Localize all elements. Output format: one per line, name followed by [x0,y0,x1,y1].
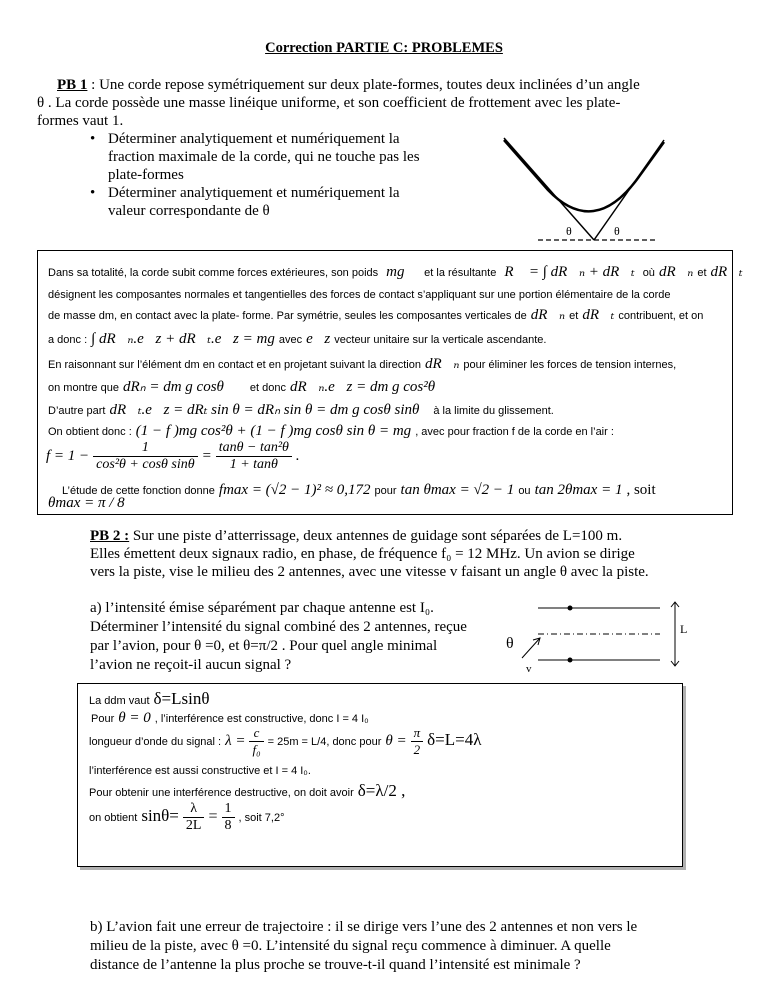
pb2-intro-line2: Elles émettent deux signaux radio, en phase, de fréquence f₀ = 12 MHz. Un avion se dirige [90,546,635,562]
rope-figure [496,128,671,248]
antenna-2 [568,658,573,663]
pb2-intro-line3: vers la piste, vise le milieu des 2 antennes, avec une vitesse v faisant un angle θ avec la piste. [90,564,649,580]
fraction-c-f0: $\frac{c}{\text{f₀}}$ [249,725,263,758]
sol-line-1: Dans sa totalité, la corde subit comme forces extérieures, son poids mg⃗ et la résultante R⃗ = ∫ dR⃗ₙ + dR⃗ₜ où dR⃗ₙ et dR⃗ₜ [48,264,743,280]
v-label: v [526,663,532,675]
fraction-lambda-2L: $\frac{\lambda}{2L}$ [183,801,205,834]
fraction-pi-2: $\frac{\pi}{2}$ [411,725,424,758]
fraction-1-8: $\frac{1}{8}$ [222,801,235,834]
sol-line-7: D’autre part dR⃗ₜ.e⃗z = dRₜ sin θ = dRₙ sin θ = dm g cosθ sinθ à la limite du glissement. [48,402,554,418]
theta-right: θ [614,224,620,238]
sa-line-2: Pour θ = 0 , l’interférence est constructive, donc I = 4 I₀ [91,710,369,726]
pb1-bullets [88,130,468,220]
pb2-intro-line1: PB 2 : Sur une piste d’atterrissage, deux antennes de guidage sont séparées de L=100 m. [90,528,623,544]
theta-left: θ [566,224,572,238]
rope [504,140,664,211]
L-label: L [680,622,688,636]
pb1-bullet-2: • Déterminer analytiquement et numériquement la valeur correspondante de θ [88,184,468,220]
sol-line-5: En raisonnant sur l’élément dm en contact et en projetant suivant la direction dR⃗ₙ pour éliminer les forces de tension internes, [48,356,677,372]
fraction-1: $\frac{1}{\text{cos²θ + cosθ sinθ}}$ [93,440,197,473]
sol-formula-f: f = 1 − $\frac{1}{\text{cos²θ + cosθ sinθ}}$ = $\frac{\text{tanθ − tan²θ}}{1 + \tan\theta}$ . [46,440,300,472]
pb1-bullet-1: • Déterminer analytiquement et numériquement la fraction maximale de la corde, qui ne touche pas les plate-formes [88,130,468,184]
runway-figure [500,596,700,676]
sol-line-10: L’étude de cette fonction donne fmax = (√2 − 1)² ≈ 0,172 pour tan θmax = √2 − 1 ou tan 2θmax = 1 , soit [62,482,656,498]
pb2-question-b: b) L’avion fait une erreur de trajectoire : il se dirige vers l’une des 2 antennes et non vers le milieu de la piste, avec θ =0. L’intensité du signal reçu commence à diminuer. A quelle distance de l’antenne la plus proche se trouve-t-il quand l’intensité est minimale ? [90,919,638,973]
pb1-intro-line2: θ . La corde possède une masse linéique uniforme, et son coefficient de frottement avec les plate- [37,95,621,111]
antenna-1 [568,606,573,611]
sa-line-3: longueur d’onde du signal : λ = $\frac{c}{\text{f₀}}$ = 25m = L/4, donc pour θ = $\frac{\pi}{2}$ δ=L=4λ [89,725,482,757]
sa-line-1: La ddm vaut δ=Lsinθ [89,689,210,708]
pb2-question-a: a) l’intensité émise séparément par chaque antenne est I₀. Déterminer l’intensité du signal combiné des 2 antennes, reçue par l’avion, pour θ =0, et θ=π/2 . Pour quel angle minimal l’avion ne reçoit-il aucun signal ? [90,600,467,673]
pb1-intro-line1: : Une corde repose symétriquement sur deux plate-formes, toutes deux inclinées d’un angle [87,77,640,93]
sa-line-4: l’interférence est aussi constructive et I = 4 I₀. [89,765,311,777]
pb1-intro-line3: formes vaut 1. [37,113,124,129]
sa-line-6: on obtient sinθ= $\frac{\lambda}{2L}$ = $\frac{1}{8}$ , soit 7,2° [89,801,285,833]
theta-label: θ [506,635,514,652]
sol-line-2: désignent les composantes normales et tangentielles des forces de contact s’appliquant sur une portion élémentaire de la corde [48,289,671,301]
sol-line-4: a donc : ∫ dR⃗ₙ.e⃗z + dR⃗ₜ.e⃗z = mg avec e⃗z vecteur unitaire sur la verticale ascendante. [48,331,547,347]
fraction-2: $\frac{\text{tanθ − tan²θ}}{1 + \tan\theta}$ [216,440,292,473]
left-platform [504,138,594,240]
pb2-label: PB 2 : [90,528,130,544]
pb1-intro [57,76,737,94]
pb1-label: PB 1 [57,77,88,93]
sol-line-6: on montre que dRₙ = dm g cosθ et donc dR⃗ₙ.e⃗z = dm g cos²θ [48,379,436,395]
sol-line-11: θmax = π / 8 [48,495,125,511]
sa-line-5: Pour obtenir une interférence destructive, on doit avoir δ=λ/2 , [89,781,406,800]
velocity-arrow [522,638,540,658]
page-title: Correction PARTIE C: PROBLEMES [265,40,503,56]
sol-line-3: de masse dm, en contact avec la plate- forme. Par symétrie, seules les composantes verticales de dR⃗ₙ et dR⃗ₜ contribuent, et on [48,307,704,323]
sol-line-8: On obtient donc : (1 − f )mg cos²θ + (1 − f )mg cosθ sin θ = mg , avec pour fraction f de la corde en l’air : [48,423,614,439]
